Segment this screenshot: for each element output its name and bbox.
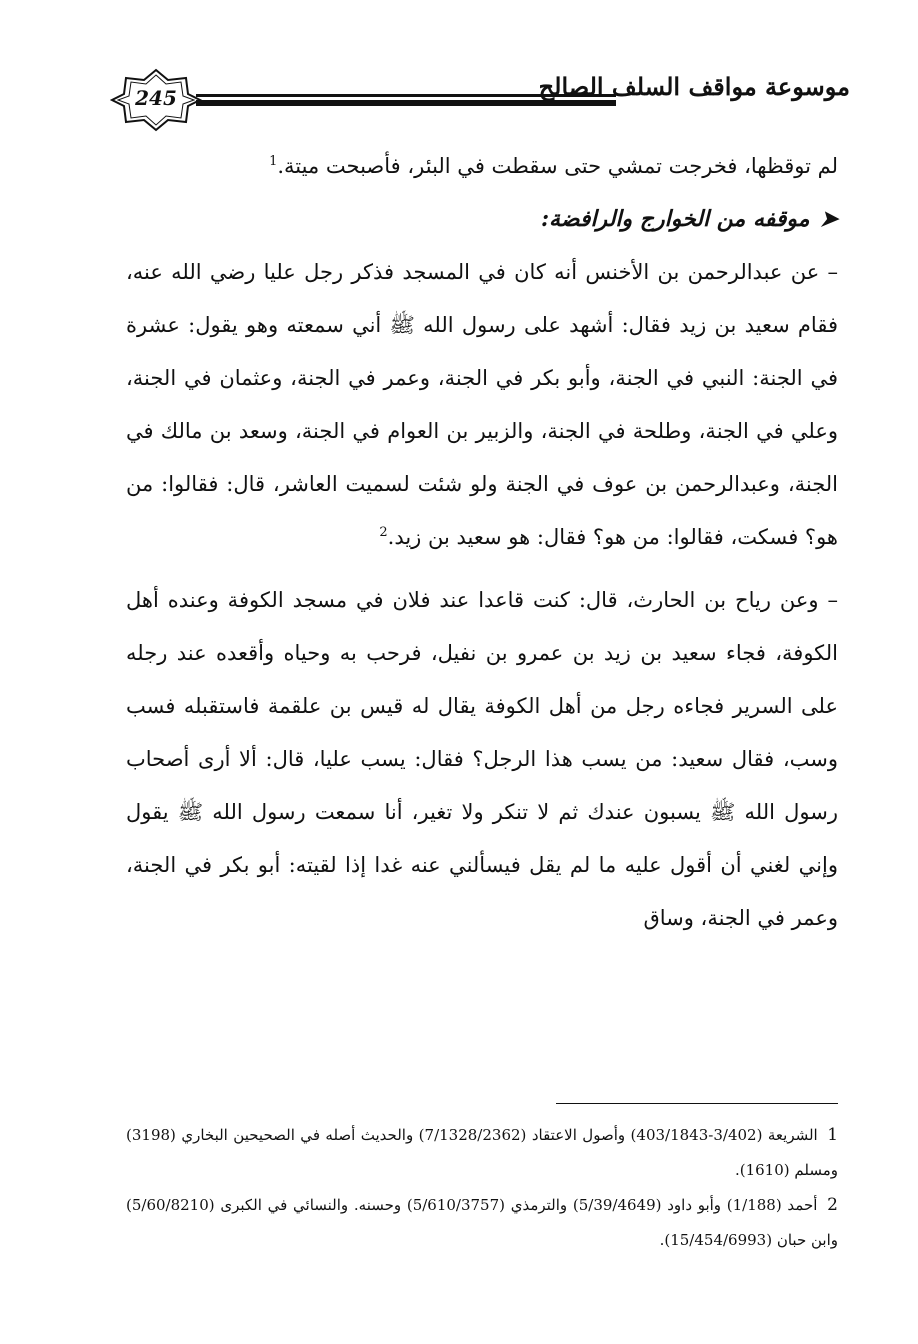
footnotes bbox=[126, 1118, 838, 1258]
paragraph-1 bbox=[126, 246, 838, 564]
footnote-2 bbox=[126, 1188, 838, 1258]
page-number-badge bbox=[110, 68, 202, 132]
footnote-1 bbox=[126, 1118, 838, 1188]
running-header bbox=[110, 68, 850, 132]
footnote-ref-1: 1 bbox=[269, 154, 278, 169]
section-heading-text: موقفه من الخوارج والرافضة: bbox=[540, 206, 810, 232]
main-text bbox=[126, 140, 838, 945]
footnote-1-text: الشريعة (3/402-403/1843) وأصول الاعتقاد (7/1328/2362) والحديث أصله في الصحيحين البخاري (3198) ومسلم (1610). bbox=[126, 1126, 838, 1179]
footnote-2-number: 2 bbox=[827, 1195, 838, 1215]
footnote-separator bbox=[556, 1103, 838, 1104]
paragraph-2: – وعن رياح بن الحارث، قال: كنت قاعدا عند فلان في مسجد الكوفة وعنده أهل الكوفة، فجاء سعيد بن زيد بن عمرو بن نفيل، فرحب به وحياه وأقعده عند رجله على السرير فجاءه رجل من أهل الكوفة يقال له قيس بن علقمة فاستقبله فسب وسب، فقال سعيد: من يسب هذا الرجل؟ فقال: يسب عليا، قال: ألا أرى أصحاب رسول الله ﷺ يسبون عندك ثم لا تنكر ولا تغير، أنا سمعت رسول الله ﷺ يقول وإني لغني أن أقول عليه ما لم يقل فيسألني عنه غدا إذا لقيته: أبو بكر في الجنة، وعمر في الجنة، وساق bbox=[126, 588, 838, 930]
footnote-2-text: أحمد (1/188) وأبو داود (5/39/4649) والترمذي (5/610/3757) وحسنه. والنسائي في الكبرى (5/60/8210) وابن حبان (15/454/6993). bbox=[126, 1196, 838, 1249]
arrowhead-icon: ➤ bbox=[819, 206, 838, 232]
section-heading bbox=[126, 193, 838, 246]
footnote-ref-2: 2 bbox=[379, 525, 388, 540]
intro-text: لم توقظها، فخرجت تمشي حتى سقطت في البئر، فأصبحت ميتة. bbox=[277, 154, 838, 178]
series-title: موسوعة مواقف السلف الصالح bbox=[538, 72, 850, 101]
intro-line bbox=[126, 140, 838, 193]
paragraph-1-text: – عن عبدالرحمن بن الأخنس أنه كان في المسجد فذكر رجل عليا رضي الله عنه، فقام سعيد بن زيد فقال: أشهد على رسول الله ﷺ أني سمعته وهو يقول: عشرة في الجنة: النبي في الجنة، وأبو بكر في الجنة، وعمر في الجنة، وعثمان في الجنة، وعلي في الجنة، وطلحة في الجنة، والزبير بن العوام في الجنة، وسعد بن مالك في الجنة، وعبدالرحمن بن عوف في الجنة ولو شئت لسميت العاشر، قال: فقالوا: من هو؟ فسكت، فقالوا: من هو؟ فقال: هو سعيد بن زيد. bbox=[126, 260, 838, 549]
page-number: 245 bbox=[135, 86, 177, 110]
footnote-1-number: 1 bbox=[827, 1125, 839, 1145]
